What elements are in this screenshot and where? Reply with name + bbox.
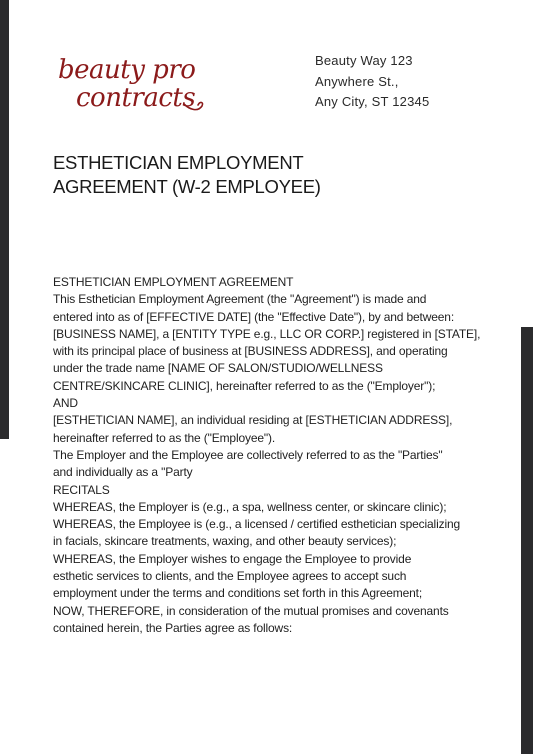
body-line: RECITALS	[53, 482, 110, 497]
body-line: CENTRE/SKINCARE CLINIC], hereinafter referred to as the ("Employer");	[53, 378, 436, 393]
body-line: under the trade name [NAME OF SALON/STUDIO/WELLNESS	[53, 361, 383, 376]
logo-line-2: contracts	[76, 83, 196, 113]
brand-logo	[56, 52, 226, 118]
body-line: ESTHETICIAN EMPLOYMENT AGREEMENT	[53, 275, 294, 289]
body-line: esthetic services to clients, and the Employee agrees to accept such	[53, 569, 407, 584]
body-line: hereinafter referred to as the ("Employee").	[53, 430, 276, 445]
body-line: WHEREAS, the Employee is (e.g., a licensed / certified esthetician specializing	[53, 517, 461, 532]
address-line: Anywhere St.,	[315, 73, 399, 89]
body-line: and individually as a "Party	[53, 465, 193, 480]
title-line: AGREEMENT (W-2 EMPLOYEE)	[53, 176, 321, 197]
body-line: NOW, THEREFORE, in consideration of the mutual promises and covenants	[53, 603, 449, 618]
agreement-body	[53, 274, 483, 637]
address-line: Beauty Way 123	[315, 53, 413, 68]
left-decorative-bar	[0, 0, 9, 439]
body-line: AND	[53, 396, 78, 411]
body-line: with its principal place of business at [BUSINESS ADDRESS], and operating	[53, 344, 448, 359]
right-decorative-bar	[521, 327, 533, 754]
logo-line-1: beauty pro	[58, 55, 196, 85]
body-line: contained herein, the Parties agree as follows:	[53, 620, 293, 635]
body-line: employment under the terms and conditions set forth in this Agreement;	[53, 586, 423, 601]
document-title	[53, 151, 473, 199]
body-line: [BUSINESS NAME], a [ENTITY TYPE e.g., LLC OR CORP.] registered in [STATE],	[53, 326, 481, 341]
body-line: WHEREAS, the Employer wishes to engage the Employee to provide	[53, 551, 412, 566]
title-line: ESTHETICIAN EMPLOYMENT	[53, 152, 304, 173]
body-line: The Employer and the Employee are collectively referred to as the "Parties"	[53, 447, 443, 462]
body-line: entered into as of [EFFECTIVE DATE] (the "Effective Date"), by and between:	[53, 309, 455, 324]
body-line: [ESTHETICIAN NAME], an individual residing at [ESTHETICIAN ADDRESS],	[53, 413, 453, 428]
body-line: WHEREAS, the Employer is (e.g., a spa, wellness center, or skincare clinic);	[53, 499, 447, 514]
company-address	[315, 51, 429, 113]
body-line: in facials, skincare treatments, waxing, and other beauty services);	[53, 534, 397, 549]
address-line: Any City, ST 12345	[315, 94, 430, 109]
body-line: This Esthetician Employment Agreement (the "Agreement") is made and	[53, 292, 427, 307]
